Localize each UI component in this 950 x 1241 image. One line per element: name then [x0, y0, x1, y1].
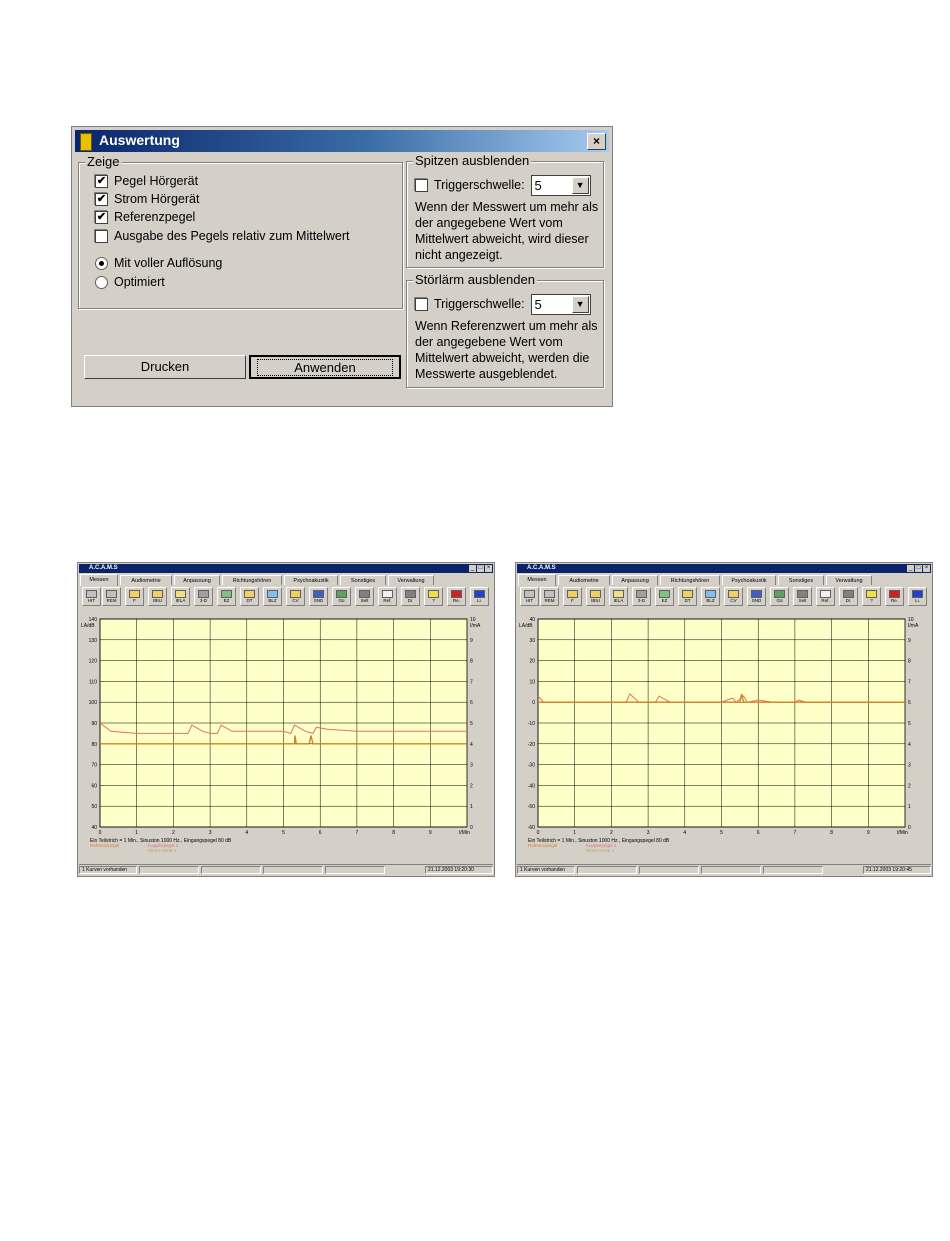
noise-group-legend: Störlärm ausblenden	[415, 272, 535, 287]
chevron-down-icon[interactable]: ▼	[572, 177, 589, 194]
show-group-legend: Zeige	[87, 154, 120, 169]
toolbar-label: EZ	[223, 598, 230, 603]
toolbar-label: CV	[730, 598, 737, 603]
x-tick-label: 9	[428, 830, 432, 836]
x-tick-label: 7	[793, 830, 797, 836]
y-tick-label: 40	[91, 825, 97, 831]
maximize-icon[interactable]: □	[478, 565, 483, 571]
chevron-down-icon[interactable]: ▼	[572, 296, 589, 313]
toolbar-label: ?	[870, 598, 873, 603]
y2-tick-label: 5	[908, 721, 911, 727]
toolbar-label: BLZ	[268, 598, 277, 603]
toolbar-label: Re.	[890, 598, 898, 603]
x-tick-label: 6	[756, 830, 760, 836]
toolbar-label: Dr.	[407, 598, 414, 603]
status-cell	[763, 866, 823, 874]
y2-tick-label: 10	[470, 617, 476, 623]
noise-description	[415, 318, 597, 382]
y-tick-label: 120	[88, 658, 97, 665]
x-tick-label: 2	[172, 830, 175, 836]
checkbox-label: Ausgabe des Pegels relativ zum Mittelwert	[114, 229, 350, 243]
y-tick-label: 40	[529, 617, 535, 623]
y2-tick-label: 0	[470, 825, 473, 831]
noise-group	[406, 272, 604, 388]
x-tick-label: 0	[98, 830, 102, 836]
tab-2[interactable]: Anpassung	[174, 575, 220, 585]
status-cell	[701, 866, 761, 874]
desc-line: Mittelwert abweicht, werden die	[415, 351, 590, 365]
peaks-trigger-value: 5	[534, 178, 542, 194]
status-cell	[263, 866, 323, 874]
y2-tick-label: 2	[908, 783, 911, 790]
x-tick-label: 5	[720, 830, 723, 836]
toolbar-label: SND	[313, 598, 324, 603]
tab-3[interactable]: Richtungshören	[222, 575, 282, 585]
peaks-description	[415, 199, 598, 263]
status-cell	[325, 866, 385, 874]
status-cell	[139, 866, 199, 874]
toolbar-label: 3-D	[637, 598, 646, 603]
y-tick-label: 70	[91, 762, 97, 769]
status-bar	[517, 864, 931, 875]
toolbar-label: Ref.	[821, 598, 830, 603]
y2-tick-label: 3	[908, 762, 911, 769]
y-tick-label: -20	[527, 741, 535, 748]
x-tick-label: 8	[830, 830, 833, 836]
x-tick-label: 0	[536, 830, 540, 836]
y2-tick-label: 1	[908, 804, 911, 811]
toolbar-label: CV	[292, 598, 299, 603]
y2-axis-label: I/mA	[908, 623, 919, 629]
status-cell	[639, 866, 699, 874]
x-tick-label: 7	[355, 830, 359, 836]
desc-line: der angegebene Wert vom	[415, 216, 563, 230]
y2-tick-label: 3	[470, 762, 473, 769]
x-axis-label: t/Min	[897, 830, 908, 836]
tab-5[interactable]: Sonstiges	[340, 575, 386, 585]
tab-0[interactable]: Messen	[518, 574, 556, 586]
peaks-group	[406, 153, 604, 268]
legend-item: Strom Gerät 1	[148, 848, 177, 853]
legend-item: Strom Gerät 1	[586, 848, 615, 853]
close-icon[interactable]: ×	[486, 565, 491, 571]
peaks-trigger-checkbox[interactable]	[415, 179, 428, 192]
legend-item: Kopplerpegel 1	[586, 843, 617, 848]
noise-trigger-select[interactable]	[531, 294, 591, 315]
plot-svg	[78, 563, 494, 876]
noise-trigger-value: 5	[534, 297, 542, 313]
y2-tick-label: 5	[470, 721, 473, 727]
status-right: 21.12.2003 19:20:45	[863, 866, 931, 874]
toolbar-label: IBIU	[591, 598, 600, 603]
y-tick-label: 110	[89, 679, 97, 686]
peaks-trigger-row[interactable]	[415, 175, 591, 197]
y-tick-label: 50	[91, 804, 97, 811]
y2-tick-label: 6	[470, 700, 473, 707]
tab-4[interactable]: Psychoakustik	[722, 575, 776, 585]
toolbar-label: SND	[751, 598, 762, 603]
apply-button-label: Anwenden	[257, 359, 392, 376]
window-title: A.C.A.M.S	[527, 565, 556, 571]
radio-label: Optimiert	[114, 275, 165, 289]
tab-3[interactable]: Richtungshören	[660, 575, 720, 585]
y2-axis-label: I/mA	[470, 623, 481, 629]
x-tick-label: 3	[208, 830, 212, 836]
tab-4[interactable]: Psychoakustik	[284, 575, 338, 585]
checkbox-box[interactable]: ✔	[96, 175, 107, 188]
checkbox-box[interactable]: ✔	[96, 193, 107, 206]
y-axis-label: LA/dB	[519, 623, 533, 629]
radio-optimized[interactable]	[95, 275, 165, 291]
x-tick-label: 6	[318, 830, 322, 836]
maximize-icon[interactable]: □	[916, 565, 921, 571]
plot-svg	[516, 563, 932, 876]
apply-button[interactable]	[249, 355, 401, 379]
app-window-right	[515, 562, 933, 877]
checkbox-label: Referenzpegel	[114, 210, 196, 224]
noise-trigger-label: Triggerschwelle:	[434, 297, 525, 311]
x-tick-label: 1	[573, 830, 577, 836]
toolbar-label: ?	[432, 598, 435, 603]
y-tick-label: 0	[532, 700, 535, 707]
minimize-icon[interactable]: _	[908, 565, 913, 571]
peaks-trigger-select[interactable]	[531, 175, 591, 196]
y-axis-label: LA/dB	[81, 623, 95, 629]
y-tick-label: -30	[527, 762, 535, 769]
legend-item: Referenzpegel	[528, 843, 558, 848]
checkbox-box[interactable]: ✔	[96, 211, 107, 224]
status-cell	[201, 866, 261, 874]
y2-tick-label: 7	[470, 679, 473, 686]
peaks-group-legend: Spitzen ausblenden	[415, 153, 530, 168]
tab-6[interactable]: Verwaltung	[826, 575, 872, 585]
noise-trigger-row[interactable]	[415, 294, 591, 316]
checkbox-level-hearing-aid[interactable]	[95, 174, 198, 190]
toolbar-label: REM	[106, 598, 117, 603]
close-icon[interactable]: ×	[924, 565, 929, 571]
toolbar-label: HIT	[87, 598, 96, 603]
toolbar-label: 3-D	[199, 598, 208, 603]
y2-tick-label: 10	[908, 617, 914, 623]
y2-tick-label: 9	[908, 637, 911, 644]
toolbar-label: F	[133, 598, 136, 603]
toolbar-label: DT	[684, 598, 691, 603]
checkbox-reference-level[interactable]	[95, 210, 195, 226]
toolbar-label: HIT	[525, 598, 534, 603]
y-tick-label: 130	[88, 637, 97, 644]
noise-trigger-checkbox[interactable]	[415, 298, 428, 311]
toolbar-label: IELA	[613, 598, 624, 603]
y-tick-label: 140	[88, 617, 97, 623]
minimize-icon[interactable]: _	[470, 565, 475, 571]
legend-item: Kopplerpegel 1	[148, 843, 179, 848]
toolbar-label: Li.	[477, 598, 482, 603]
radio-full-resolution[interactable]	[95, 256, 222, 272]
chart-caption: Ein Teilstrich = 1 Min., Sinuston 1000 Hz., Eingangspegel 80 dB	[528, 838, 670, 844]
desc-line: Messwerte ausgeblendet.	[415, 367, 558, 381]
toolbar-label: Dr.	[845, 598, 852, 603]
y2-tick-label: 9	[470, 637, 473, 644]
desc-line: Wenn der Messwert um mehr als	[415, 200, 599, 214]
y2-tick-label: 8	[470, 658, 473, 665]
y-tick-label: 90	[91, 721, 97, 727]
toolbar-label: DT	[246, 598, 253, 603]
toolbar-label: F	[571, 598, 574, 603]
toolbar-label: Re.	[452, 598, 460, 603]
app-window-left	[77, 562, 495, 877]
peaks-trigger-label: Triggerschwelle:	[434, 178, 525, 192]
chart-caption: Ein Teilstrich = 1 Min., Sinuston 1000 Hz., Eingangspegel 80 dB	[90, 838, 232, 844]
y2-tick-label: 4	[908, 741, 911, 748]
y2-tick-label: 8	[908, 658, 911, 665]
checkbox-current-hearing-aid[interactable]	[95, 192, 199, 208]
desc-line: Wenn Referenzwert um mehr als	[415, 319, 598, 333]
y2-tick-label: 7	[908, 679, 911, 686]
toolbar-label: IBIU	[153, 598, 162, 603]
status-bar	[79, 864, 493, 875]
toolbar-label: Li.	[915, 598, 920, 603]
radio-dot[interactable]	[95, 257, 108, 270]
radio-dot[interactable]	[95, 276, 108, 289]
window-title: A.C.A.M.S	[89, 565, 118, 571]
tab-5[interactable]: Sonstiges	[778, 575, 824, 585]
y-tick-label: -40	[527, 783, 535, 790]
x-tick-label: 2	[610, 830, 613, 836]
status-left: 1 Kurven vorhanden	[517, 866, 575, 874]
tab-1[interactable]: Audiometrie	[558, 575, 610, 585]
toolbar-label: Selt	[798, 598, 807, 603]
x-tick-label: 8	[392, 830, 395, 836]
y-tick-label: 10	[529, 679, 535, 686]
x-tick-label: 4	[683, 830, 687, 836]
x-tick-label: 9	[866, 830, 870, 836]
close-icon[interactable]: ×	[587, 133, 606, 150]
y2-tick-label: 1	[470, 804, 473, 811]
x-tick-label: 1	[135, 830, 139, 836]
y-tick-label: -60	[527, 825, 535, 831]
toolbar-label: EZ	[661, 598, 668, 603]
toolbar-label: Gü	[776, 598, 783, 603]
tab-6[interactable]: Verwaltung	[388, 575, 434, 585]
y-tick-label: 100	[88, 700, 97, 707]
y-tick-label: 30	[529, 637, 535, 644]
y-tick-label: 80	[91, 741, 97, 748]
legend-item: Referenzpegel	[90, 843, 120, 848]
print-button[interactable]: Drucken	[84, 355, 246, 379]
y-tick-label: 20	[529, 658, 535, 665]
dialog-title: Auswertung	[99, 132, 180, 148]
toolbar-label: Ref.	[383, 598, 392, 603]
checkbox-label: Strom Hörgerät	[114, 192, 200, 206]
status-cell	[577, 866, 637, 874]
y-tick-label: 60	[91, 783, 97, 790]
status-right: 21.12.2003 19:20:30	[425, 866, 493, 874]
y-tick-label: -50	[527, 804, 535, 811]
toolbar-label: Gü	[338, 598, 345, 603]
y2-tick-label: 6	[908, 700, 911, 707]
x-axis-label: t/Min	[459, 830, 470, 836]
status-left: 1 Kurven vorhanden	[79, 866, 137, 874]
app-icon	[80, 133, 92, 151]
x-tick-label: 5	[282, 830, 285, 836]
x-tick-label: 4	[245, 830, 249, 836]
tab-1[interactable]: Audiometrie	[120, 575, 172, 585]
toolbar-label: REM	[544, 598, 555, 603]
desc-line: Mittelwert abweicht, wird dieser	[415, 232, 589, 246]
tab-0[interactable]: Messen	[80, 574, 118, 586]
desc-line: nicht angezeigt.	[415, 248, 503, 262]
x-tick-label: 3	[646, 830, 650, 836]
dialog-title-bar[interactable]	[75, 130, 609, 152]
y2-tick-label: 2	[470, 783, 473, 790]
radio-label: Mit voller Auflösung	[114, 256, 223, 270]
desc-line: der angegebene Wert vom	[415, 335, 563, 349]
checkbox-box[interactable]	[95, 230, 108, 243]
checkbox-relative-level[interactable]	[95, 229, 350, 245]
show-group	[78, 154, 403, 309]
y-tick-label: -10	[527, 721, 535, 727]
toolbar-label: Selt	[360, 598, 369, 603]
checkbox-label: Pegel Hörgerät	[114, 174, 199, 188]
toolbar-label: BLZ	[706, 598, 715, 603]
y2-tick-label: 0	[908, 825, 911, 831]
tab-2[interactable]: Anpassung	[612, 575, 658, 585]
auswertung-dialog	[71, 126, 613, 407]
y2-tick-label: 4	[470, 741, 473, 748]
toolbar-label: IELA	[175, 598, 186, 603]
